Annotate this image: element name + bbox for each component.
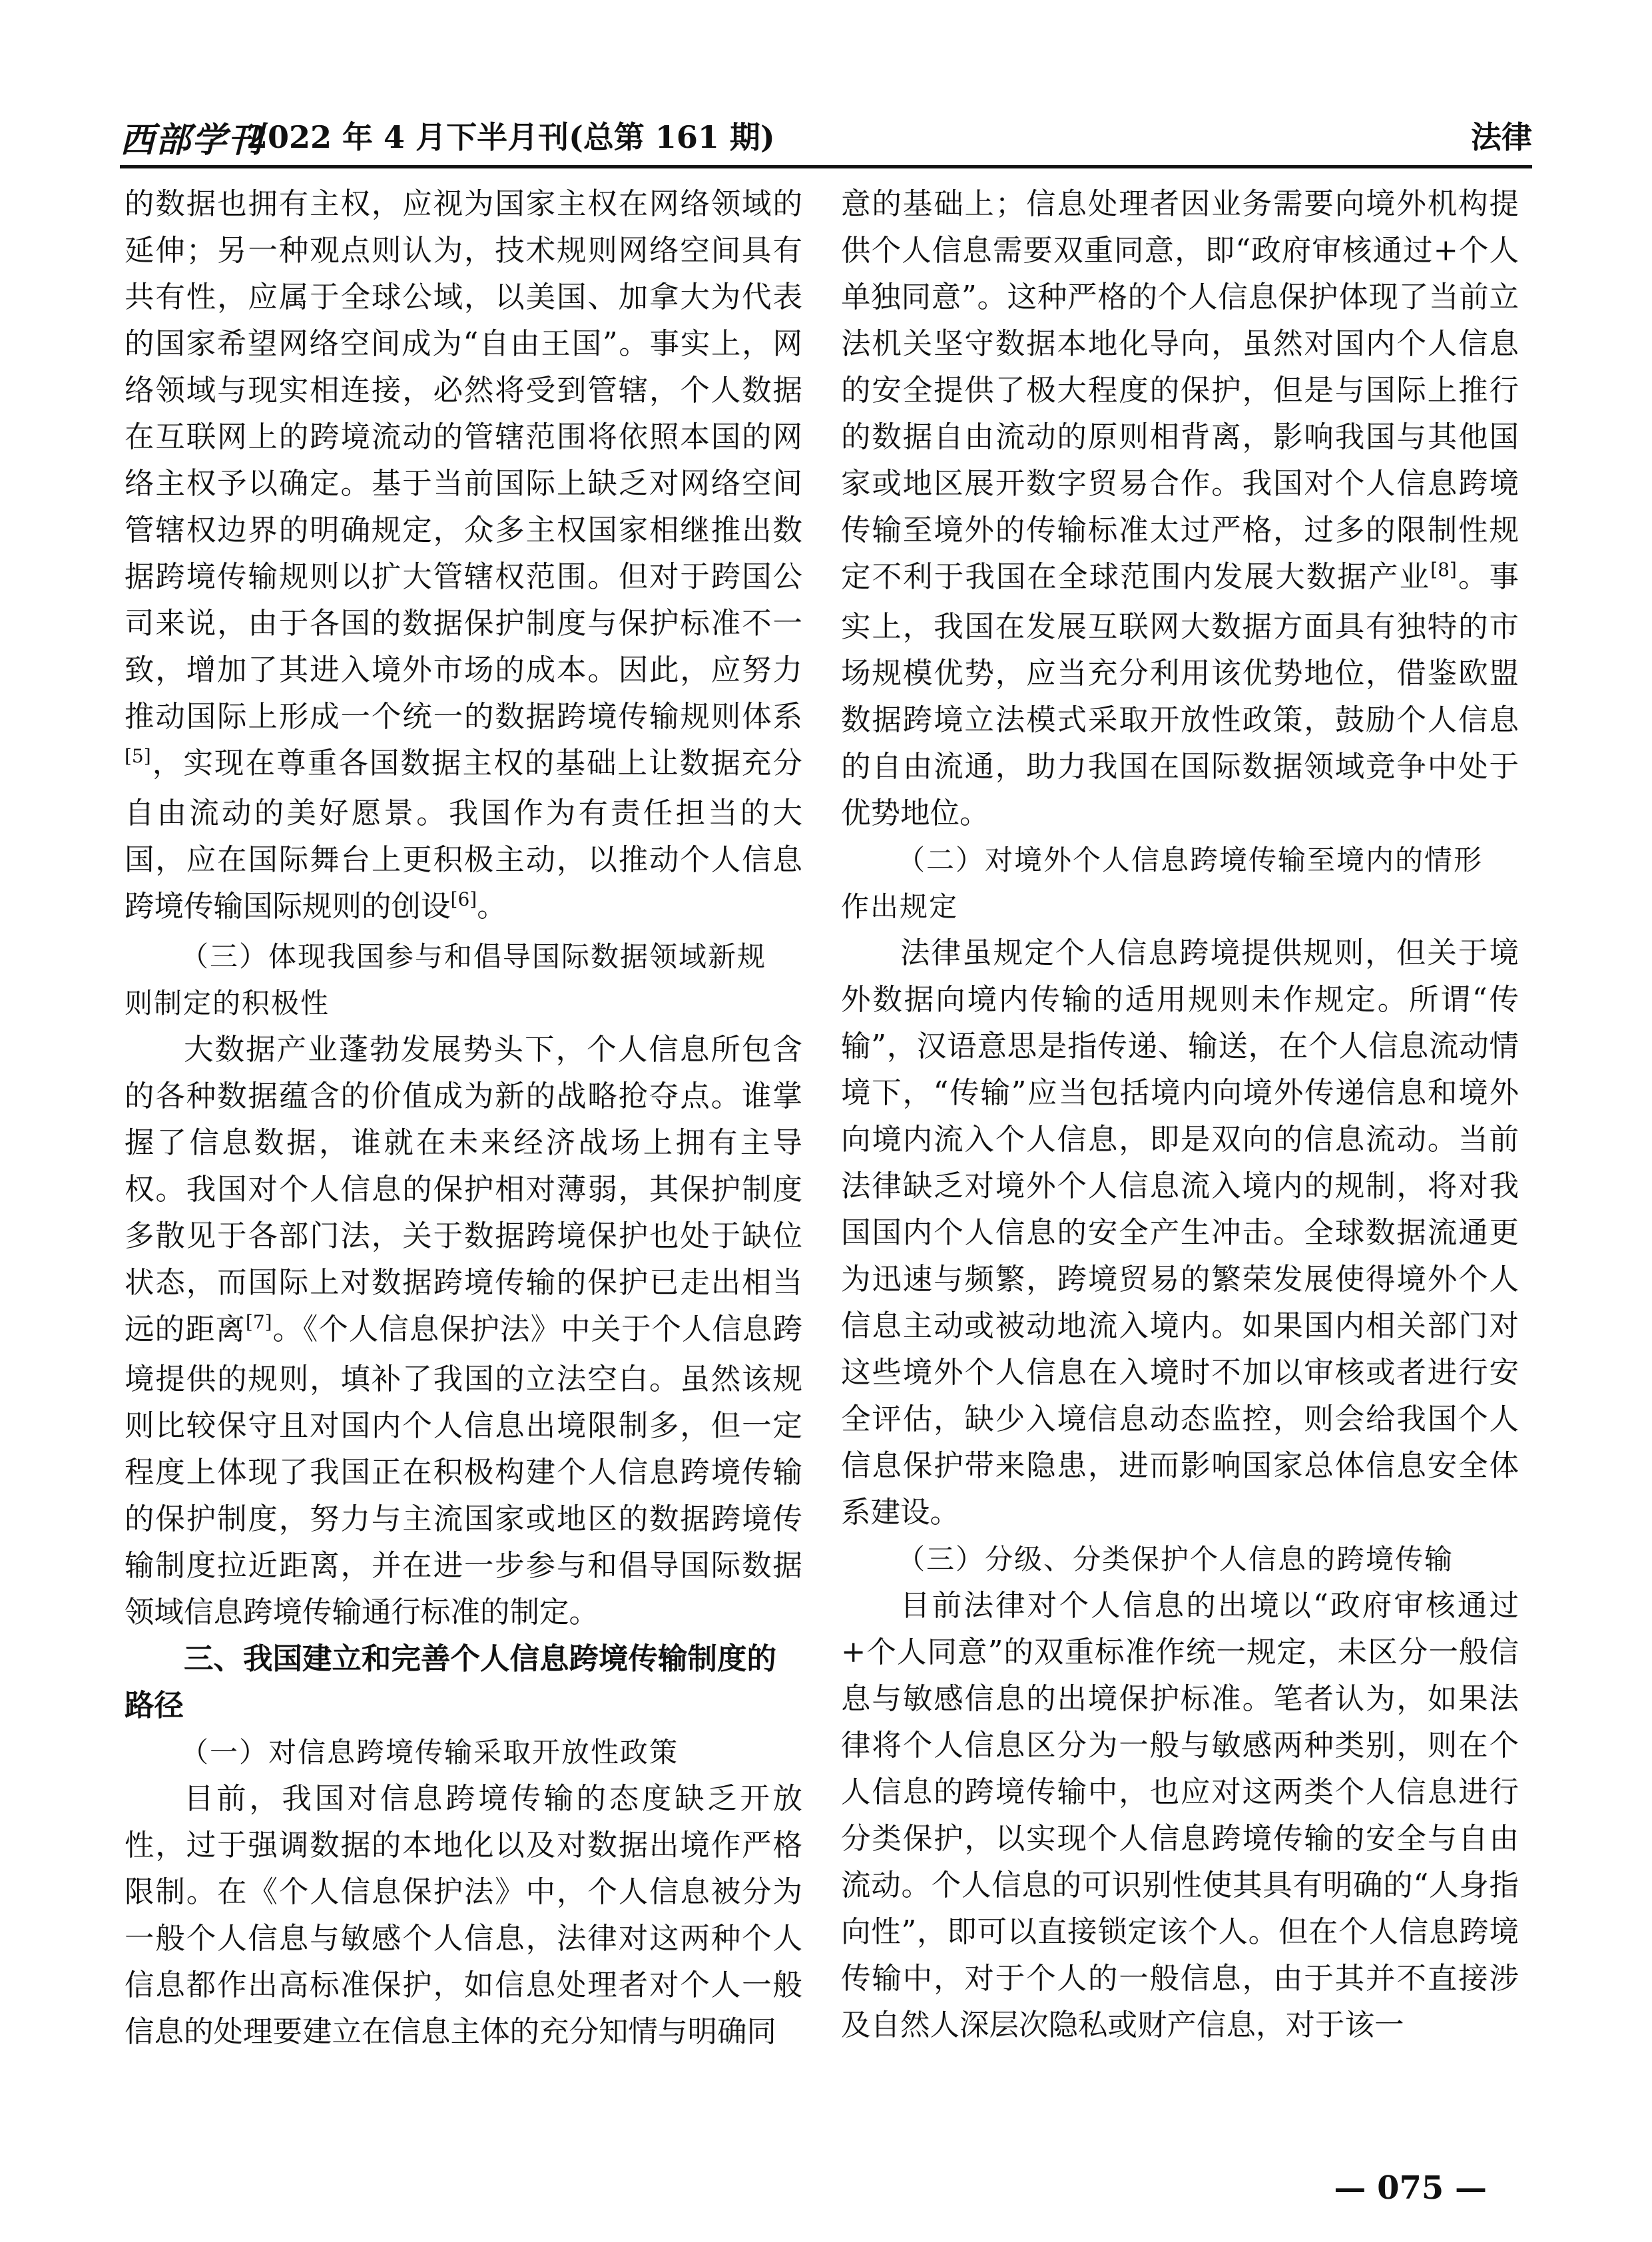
subsection-heading-cont: 作出规定: [841, 890, 959, 923]
section-heading: 三、我国建立和完善个人信息跨境传输制度的: [184, 1642, 777, 1676]
running-header: [120, 107, 1532, 160]
header-rule: [120, 165, 1532, 168]
right-column: [841, 181, 1519, 2049]
journal-logo: 西部学刊: [120, 120, 264, 160]
paragraph: 法律虽规定个人信息跨境提供规则，但关于境外数据向境内传输的适用规则未作规定。所谓“传输”，汉语意思是指传递、输送，在个人信息流动情境下，“传输”应当包括境内向境外传递信息和境外向境内流入个人信息，即是双向的信息流动。当前法律缺乏对境外个人信息流入境内的规制，将对我国国内个人信息的安全产生冲击。全球数据流通更为迅速与频繁，跨境贸易的繁荣发展使得境外个人信息主动或被动地流入境内。如果国内相关部门对这些境外个人信息在入境时不加以审核或者进行安全评估，缺少入境信息动态监控，则会给我国个人信息保护带来隐患，进而影响国家总体信息安全体系建设。: [841, 936, 1519, 1530]
page-number: — 075 —: [1334, 2169, 1487, 2207]
left-column: [125, 181, 802, 2056]
paragraph: 的数据也拥有主权，应视为国家主权在网络领域的延伸；另一种观点则认为，技术规则网络空间具有共有性，应属于全球公域，以美国、加拿大为代表的国家希望网络空间成为“自由王国”。事实上，网络领域与现实相连接，必然将受到管辖，个人数据在互联网上的跨境流动的管辖范围将依照本国的网络主权予以确定。基于当前国际上缺乏对网络空间管辖权边界的明确规定，众多主权国家相继推出数据跨境传输规则以扩大管辖权范围。但对于跨国公司来说，由于各国的数据保护制度与保护标准不一致，增加了其进入境外市场的成本。因此，应努力推动国际上形成一个统一的数据跨境传输规则体系[5]，实现在尊重各国数据主权的基础上让数据充分自由流动的美好愿景。我国作为有责任担当的大国，应在国际舞台上更积极主动，以推动个人信息跨境传输国际规则的创设[6]。: [125, 187, 802, 924]
subsection-heading: （三）体现我国参与和倡导国际数据领域新规: [180, 940, 767, 973]
section-heading-cont: 路径: [125, 1689, 184, 1723]
section-label: 法律: [1471, 119, 1532, 155]
paragraph: 意的基础上；信息处理者因业务需要向境外机构提供个人信息需要双重同意，即“政府审核通过+个人单独同意”。这种严格的个人信息保护体现了当前立法机关坚守数据本地化导向，虽然对国内个人信息的安全提供了极大程度的保护，但是与国际上推行的数据自由流动的原则相背离，影响我国与其他国家或地区展开数字贸易合作。我国对个人信息跨境传输至境外的传输标准太过严格，过多的限制性规定不利于我国在全球范围内发展大数据产业[8]。事实上，我国在发展互联网大数据方面具有独特的市场规模优势，应当充分利用该优势地位，借鉴欧盟数据跨境立法模式采取开放性政策，鼓励个人信息的自由流通，助力我国在国际数据领域竞争中处于优势地位。: [841, 187, 1519, 830]
paragraph: 大数据产业蓬勃发展势头下，个人信息所包含的各种数据蕴含的价值成为新的战略抢夺点。谁掌握了信息数据，谁就在未来经济战场上拥有主导权。我国对个人信息的保护相对薄弱，其保护制度多散见于各部门法，关于数据跨境保护也处于缺位状态，而国际上对数据跨境传输的保护已走出相当远的距离[7]。《个人信息保护法》中关于个人信息跨境提供的规则，填补了我国的立法空白。虽然该规则比较保守且对国内个人信息出境限制多，但一定程度上体现了我国正在积极构建个人信息跨境传输的保护制度，努力与主流国家或地区的数据跨境传输制度拉近距离，并在进一步参与和倡导国际数据领域信息跨境传输通行标准的制定。: [125, 1033, 802, 1629]
subsection-heading: （二）对境外个人信息跨境传输至境内的情形: [897, 844, 1484, 876]
citation-ref: [6]: [450, 888, 477, 910]
paragraph: 目前法律对个人信息的出境以“政府审核通过+个人同意”的双重标准作统一规定，未区分一般信息与敏感信息的出境保护标准。笔者认为，如果法律将个人信息区分为一般与敏感两种类别，则在个人信息的跨境传输中，也应对这两类个人信息进行分类保护，以实现个人信息跨境传输的安全与自由流动。个人信息的可识别性使其具有明确的“人身指向性”，即可以直接锁定该个人。但在个人信息跨境传输中，对于个人的一般信息，由于其并不直接涉及自然人深层次隐私或财产信息，对于该一: [841, 1589, 1519, 2042]
subsection-heading: （一）对信息跨境传输采取开放性政策: [180, 1736, 679, 1769]
paragraph: 目前，我国对信息跨境传输的态度缺乏开放性，过于强调数据的本地化以及对数据出境作严格限制。在《个人信息保护法》中，个人信息被分为一般个人信息与敏感个人信息，法律对这两种个人信息都作出高标准保护，如信息处理者对个人一般信息的处理要建立在信息主体的充分知情与明确同: [125, 1782, 802, 2049]
citation-ref: [7]: [245, 1311, 272, 1333]
citation-ref: [5]: [125, 745, 151, 767]
issue-info: 2022 年 4 月下半月刊(总第 161 期): [246, 119, 775, 155]
subsection-heading-cont: 则制定的积极性: [125, 987, 330, 1019]
citation-ref: [8]: [1430, 559, 1457, 581]
subsection-heading: （三）分级、分类保护个人信息的跨境传输: [897, 1543, 1454, 1575]
